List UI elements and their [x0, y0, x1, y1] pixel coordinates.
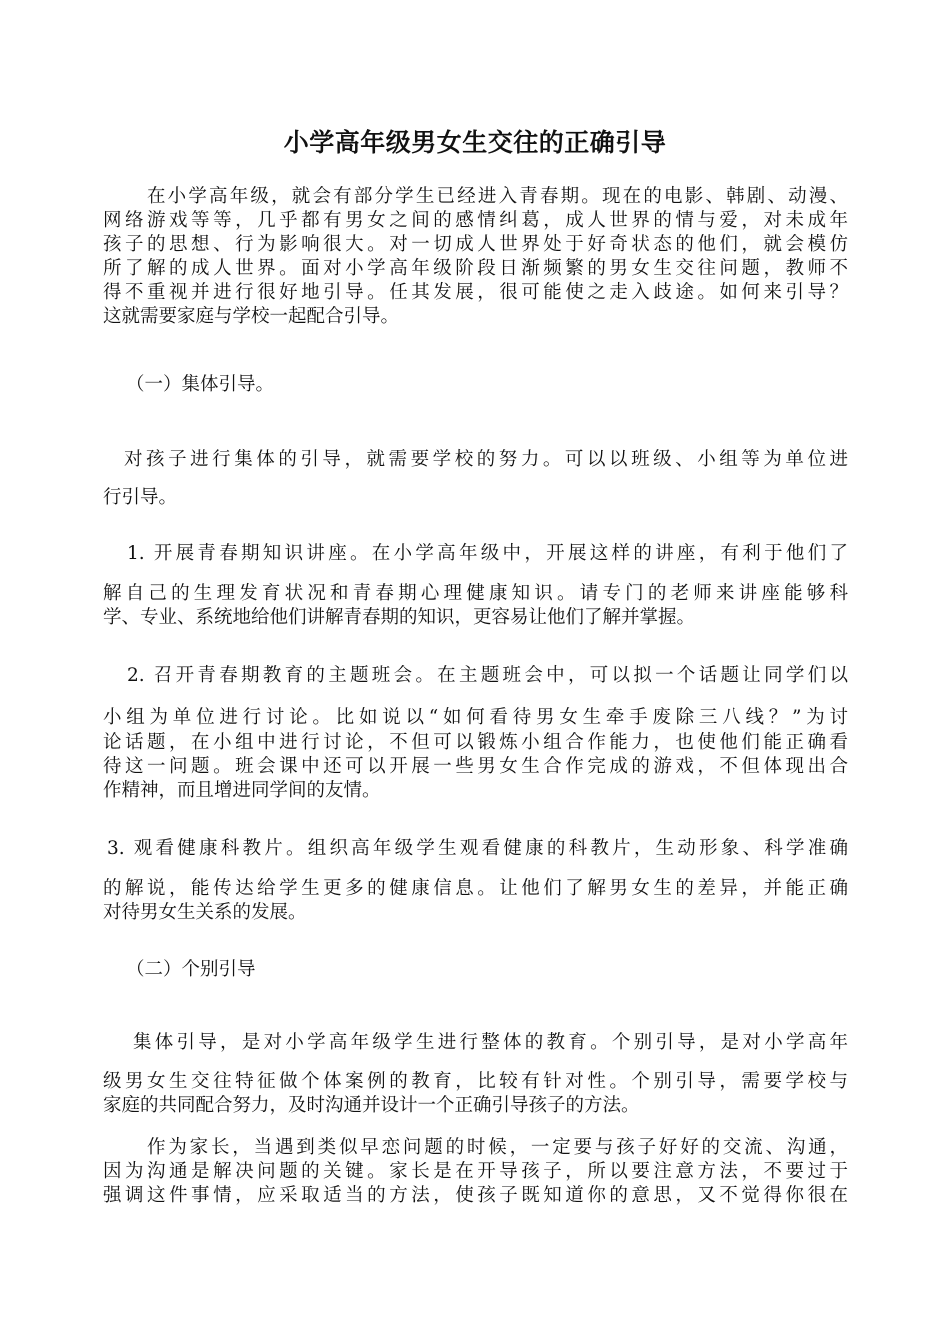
paragraph-line: 因为沟通是解决问题的关键。家长是在开导孩子，所以要注意方法，不要过于 — [103, 1161, 848, 1182]
document-title: 小学高年级男女生交往的正确引导 — [283, 128, 667, 157]
list-item-2-line: 作精神，而且增进同学间的友情。 — [103, 780, 381, 801]
intro-line: 在小学高年级，就会有部分学生已经进入青春期。现在的电影、韩剧、动漫、 — [147, 186, 848, 207]
list-item-3-line: 3. 观看健康科教片。组织高年级学生观看健康的科教片，生动形象、科学准确 — [107, 838, 848, 859]
list-item-1-line: 学、专业、系统地给他们讲解青春期的知识，更容易让他们了解并掌握。 — [103, 607, 696, 628]
intro-line: 所了解的成人世界。面对小学高年级阶段日渐频繁的男女生交往问题，教师不 — [103, 258, 848, 279]
paragraph-line: 行引导。 — [103, 487, 178, 508]
paragraph-line: 强调这件事情，应采取适当的方法，使孩子既知道你的意思，又不觉得你很在 — [103, 1185, 848, 1206]
list-item-3-line: 对待男女生关系的发展。 — [103, 902, 307, 923]
list-item-3-line: 的解说，能传达给学生更多的健康信息。让他们了解男女生的差异，并能正确 — [103, 878, 848, 899]
list-item-1-line: 解自己的生理发育状况和青春期心理健康知识。请专门的老师来讲座能够科 — [103, 583, 848, 604]
paragraph-line: 对孩子进行集体的引导，就需要学校的努力。可以以班级、小组等为单位进 — [124, 449, 848, 470]
section-heading-individual: （二）个别引导 — [126, 959, 256, 980]
paragraph-line: 级男女生交往特征做个体案例的教育，比较有针对性。个别引导，需要学校与 — [103, 1071, 848, 1092]
intro-line: 网络游戏等等，几乎都有男女之间的感情纠葛，成人世界的情与爱，对未成年 — [103, 210, 848, 231]
list-item-2-line: 2. 召开青春期教育的主题班会。在主题班会中，可以拟一个话题让同学们以 — [127, 665, 848, 686]
list-item-2-line: 待这一问题。班会课中还可以开展一些男女生合作完成的游戏，不但体现出合 — [103, 756, 848, 777]
paragraph-line: 集体引导，是对小学高年级学生进行整体的教育。个别引导，是对小学高年 — [133, 1032, 848, 1053]
list-item-1-line: 1. 开展青春期知识讲座。在小学高年级中，开展这样的讲座，有利于他们了 — [127, 543, 848, 564]
paragraph-line: 家庭的共同配合努力，及时沟通并设计一个正确引导孩子的方法。 — [103, 1095, 640, 1116]
list-item-2-line: 小组为单位进行讨论。比如说以“如何看待男女生牵手废除三八线？”为讨 — [103, 707, 848, 728]
intro-line: 得不重视并进行很好地引导。任其发展，很可能使之走入歧途。如何来引导？ — [103, 282, 848, 303]
list-item-2-line: 论话题，在小组中进行讨论，不但可以锻炼小组合作能力，也使他们能正确看 — [103, 732, 848, 753]
paragraph-line: 作为家长，当遇到类似早恋问题的时候，一定要与孩子好好的交流、沟通， — [147, 1137, 848, 1158]
intro-line: 这就需要家庭与学校一起配合引导。 — [103, 306, 400, 327]
intro-line: 孩子的思想、行为影响很大。对一切成人世界处于好奇状态的他们，就会模仿 — [103, 234, 848, 255]
section-heading-collective: （一）集体引导。 — [126, 374, 275, 395]
